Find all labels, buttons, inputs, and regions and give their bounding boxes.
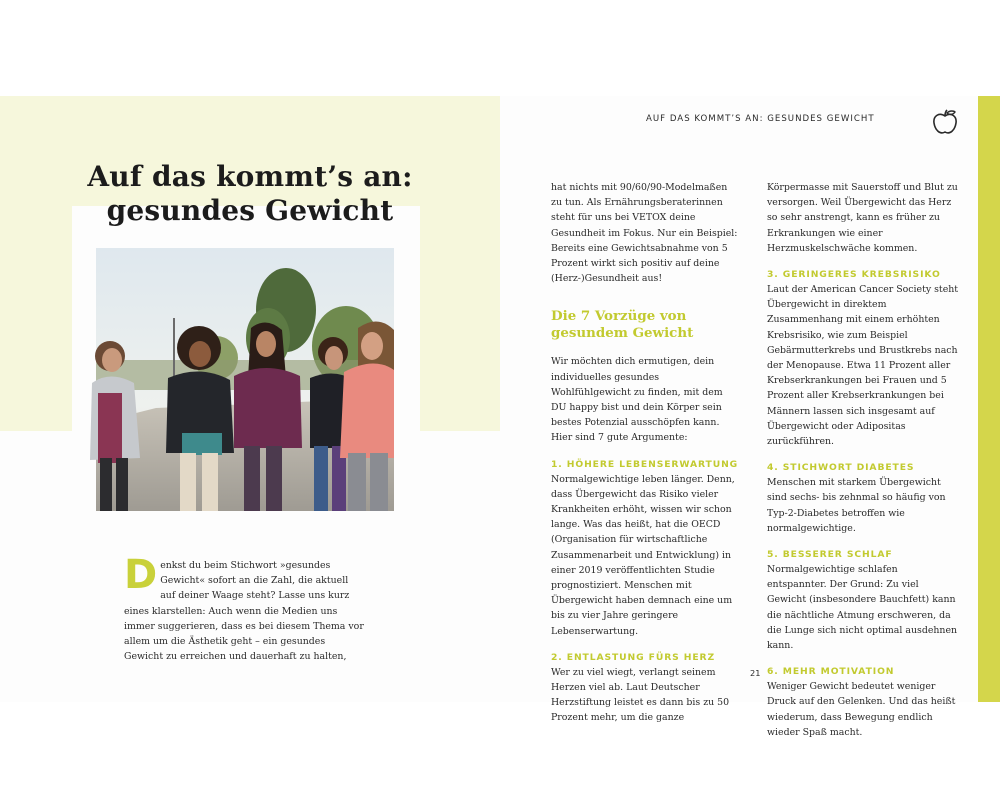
section-title: Die 7 Vorzüge von gesundem Gewicht	[551, 308, 694, 342]
subheading-2: 2. ENTLASTUNG FÜRS HERZ	[551, 651, 716, 663]
subheading-3: 3. GERINGERES KREBSRISIKO	[767, 269, 941, 281]
subheading-1: 1. HÖHERE LEBENSERWARTUNG	[551, 458, 739, 470]
title-line-1: Auf das kommt’s an:	[87, 160, 413, 193]
intro-dropcap: D	[124, 552, 158, 598]
column2-paragraph-1: Körpermasse mit Sauerstoff und Blut zu versorgen. Weil Übergewicht das Herz so sehr anstrengt, kann es früher zu Erkrankungen wie einer Herzmuskelschwäche kommen.	[767, 182, 958, 254]
subheading-5-text: Normalgewichtige schlafen entspannter. Der Grund: Zu viel Gewicht (insbesondere Bauchfett) kann die nächtliche Atmung erschweren, da die Lunge sich nicht optimal ausdehnen kann.	[767, 564, 958, 652]
left-page	[0, 96, 500, 702]
subheading-6-text: Weniger Gewicht bedeutet weniger Druck auf den Gelenken. Und das heißt wiederum, dass Bewegung endlich wieder Spaß macht.	[767, 681, 956, 738]
text-column-1	[551, 180, 741, 726]
subheading-6: 6. MEHR MOTIVATION	[767, 666, 895, 678]
text-column-2	[767, 180, 959, 740]
subheading-4-text: Menschen mit starkem Übergewicht sind sechs- bis zehnmal so häufig von Typ-2-Diabetes betroffen wie normalgewichtige.	[767, 477, 946, 534]
right-page	[500, 96, 1000, 738]
subheading-5: 5. BESSERER SCHLAF	[767, 549, 893, 561]
apple-icon	[932, 108, 958, 136]
intro-paragraph	[124, 552, 364, 664]
column1-paragraph-1: hat nichts mit 90/60/90-Modelmaßen zu tun. Als Ernährungsberaterinnen steht für uns bei VETOX deine Gesundheit im Fokus. Nur ein Beispiel: Bereits eine Gewichtsabnahme von 5 Prozent wirkt sich positiv auf deine (Herz-)Gesundheit aus!	[551, 182, 738, 285]
subheading-4: 4. STICHWORT DIABETES	[767, 462, 915, 474]
subheading-2-text: Wer zu viel wiegt, verlangt seinem Herzen viel ab. Laut Deutscher Herzstiftung leistet es dann bis zu 50 Prozent mehr, um die ganze	[551, 666, 730, 724]
title-line-2: gesundes Gewicht	[106, 194, 394, 227]
page-title	[40, 160, 460, 228]
running-header: AUF DAS KOMMT’S AN: GESUNDES GEWICHT	[646, 114, 875, 124]
column1-paragraph-2: Wir möchten dich ermutigen, dein individuelles gesundes Wohlfühlgewicht zu finden, mit dem DU happy bist und dein Körper sein bestes Potenzial ausschöpfen kann. Hier sind 7 gute Argumente:	[551, 356, 723, 444]
subheading-1-text: Normalgewichtige leben länger. Denn, dass Übergewicht das Risiko vieler Krankheiten erhöht, wissen wir schon lange. Was das heißt, hat die OECD (Organisation für wirtschaftliche Zusammenarbeit und Entwicklung) in einer 2019 veröffentlichten Studie prognostiziert. Menschen mit Übergewicht haben demnach eine um bis zu vier Jahre geringere Lebenserwartung.	[551, 473, 735, 637]
women-walking-photo	[96, 248, 394, 511]
book-spread	[0, 96, 1000, 738]
subheading-3-text: Laut der American Cancer Society steht Übergewicht in direktem Zusammenhang mit einem erhöhten Krebsrisiko, wie zum Beispiel Gebärmutterkrebs und Brustkrebs nach der Menopause. Etwa 11 Prozent aller Krebserkrankungen bei Frauen und 5 Prozent aller Krebserkrankungen bei Männern lassen sich insgesamt auf Übergewicht oder Adipositas zurückführen.	[767, 284, 959, 448]
intro-text: enkst du beim Stichwort »gesundes Gewicht« sofort an die Zahl, die aktuell auf deiner Waage steht? Lasse uns kurz eines klarstellen: Auch wenn die Medien uns immer suggerieren, dass es bei diesem Thema vor allem um die Ästhetik geht – ein gesundes Gewicht zu erreichen und dauerhaft zu halten,	[124, 560, 364, 663]
page-number: 21	[750, 668, 761, 678]
page-edge-color-strip	[978, 96, 1000, 702]
